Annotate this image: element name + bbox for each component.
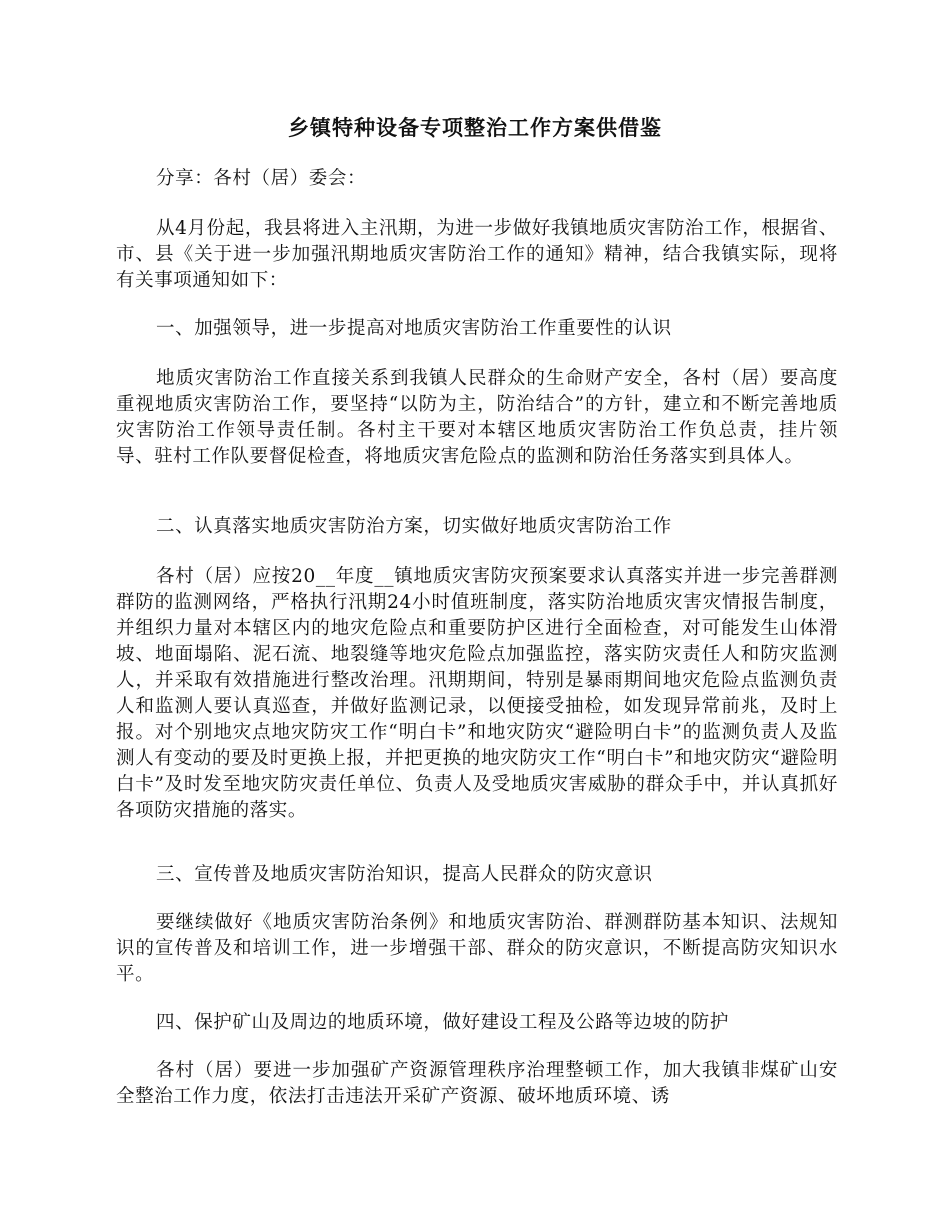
salutation: 分享：各村（居）委会： bbox=[156, 168, 367, 189]
section-heading: 一、加强领导，进一步提高对地质灾害防治工作重要性的认识 bbox=[156, 318, 672, 339]
section-body: 要继续做好《地质灾害防治条例》和地质灾害防治、群测群防基本知识、法规知识的宣传普及和培训工作，进一步增强干部、群众的防灾意识，不断提高防灾知识水平。 bbox=[116, 912, 838, 985]
section-body: 各村（居）要进一步加强矿产资源管理秩序治理整顿工作，加大我镇非煤矿山安全整治工作力度，依法打击违法开采矿产资源、破坏地质环境、诱 bbox=[116, 1060, 838, 1107]
section-body: 地质灾害防治工作直接关系到我镇人民群众的生命财产安全，各村（居）要高度重视地质灾害防治工作，要坚持“以防为主，防治结合”的方针，建立和不断完善地质灾害防治工作领导责任制。各村主干要对本辖区地质灾害防治工作负总责，挂片领导、驻村工作队要督促检查，将地质灾害危险点的监测和防治任务落实到具体人。 bbox=[116, 368, 838, 467]
intro-paragraph: 从4月份起，我县将进入主汛期，为进一步做好我镇地质灾害防治工作，根据省、市、县《关于进一步加强汛期地质灾害防治工作的通知》精神，结合我镇实际，现将有关事项通知如下： bbox=[116, 218, 838, 291]
section-heading: 二、认真落实地质灾害防治方案，切实做好地质灾害防治工作 bbox=[156, 516, 672, 537]
section-heading: 四、保护矿山及周边的地质环境，做好建设工程及公路等边坡的防护 bbox=[156, 1012, 730, 1033]
section-heading: 三、宣传普及地质灾害防治知识，提高人民群众的防灾意识 bbox=[156, 864, 653, 885]
document-title: 乡镇特种设备专项整治工作方案供借鉴 bbox=[288, 115, 662, 140]
section-body: 各村（居）应按20__年度__镇地质灾害防灾预案要求认真落实并进一步完善群测群防的监测网络，严格执行汛期24小时值班制度，落实防治地质灾害灾情报告制度，并组织力量对本辖区内的地灾危险点和重要防护区进行全面检查，对可能发生山体滑坡、地面塌陷、泥石流、地裂缝等地灾危险点加强监控，落实防灾责任人和防灾监测人，并采取有效措施进行整改治理。汛期期间，特别是暴雨期间地灾危险点监测负责人和监测人要认真巡查，并做好监测记录，以便接受抽检，如发现异常前兆，及时上报。对个别地灾点地灾防灾工作“明白卡”和地灾防灾“避险明白卡”的监测负责人及监测人有变动的要及时更换上报，并把更换的地灾防灾工作“明白卡”和地灾防灾“避险明白卡”及时发至地灾防灾责任单位、负责人及受地质灾害威胁的群众手中，并认真抓好各项防灾措施的落实。 bbox=[116, 566, 838, 821]
